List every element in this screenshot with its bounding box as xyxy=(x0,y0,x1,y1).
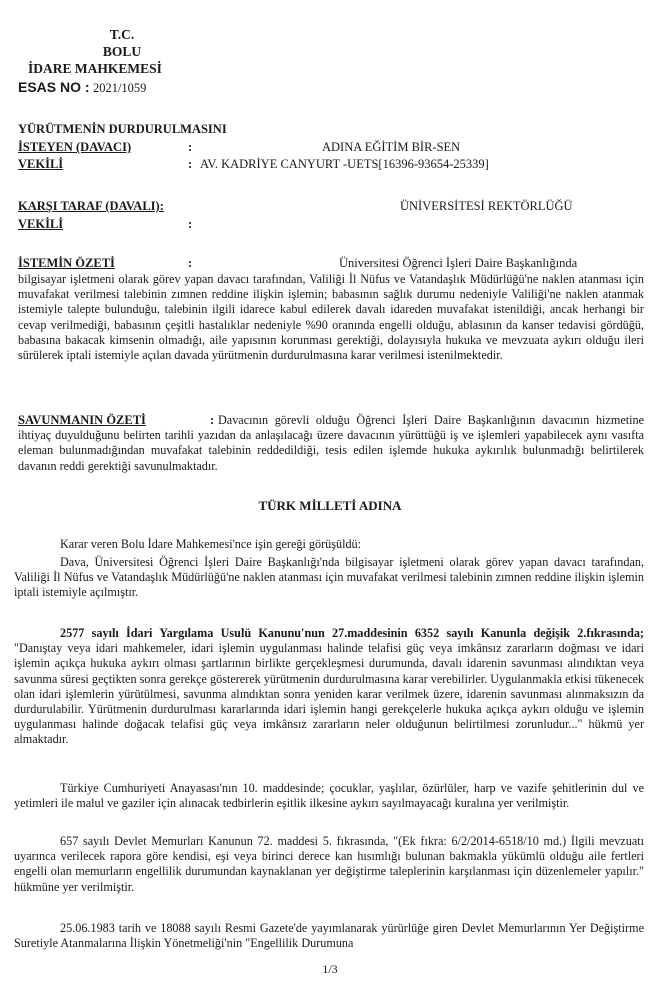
defense-colon: : xyxy=(210,413,215,427)
defense-label: SAVUNMANIN ÖZETİ xyxy=(18,413,146,427)
body-paragraph-6: 25.06.1983 tarih ve 18088 sayılı Resmi Gazete'de yayımlanarak yürürlüğe giren Devlet Memurlarının Yer Değiştirme Suretiyle Atanmalarına İlişkin Yönetmeliği'nin "Engellilik Durumuna xyxy=(14,921,644,951)
requester-colon: : xyxy=(188,140,193,154)
law-reference: 2577 sayılı İdari Yargılama Usulü Kanunu'nun 27.maddesinin 6352 sayılı Kanunla değişik 2.fıkrasında; xyxy=(60,626,644,640)
law-quote: "Danıştay veya idari mahkemeler, idari işlemin uygulanması halinde telafisi güç veya imkânsız zararların doğması ve idari işlemin açıkça hukuka aykırı olması şartlarının birlikte gerçekleşmesi durumunda, davalı idarenin savunması alındıktan veya savunma süresi geçtikten sonra gerekçe göstererek yürütmenin durdurulmasına karar verebilirler. Uygulanmakla etkisi tükenecek olan idari işlemlerin yürütülmesi, savunma alındıktan sonra yeniden karar verilmek üzere, idarenin savunması alınmaksızın da durdurulabilir. Yürütmenin durdurulması kararlarında idari işlemin hangi gerekçelerle hukuka açıkça aykırı olduğu ve işlemin uygulanması halinde doğacak telafisi güç veya imkânsız zararların neler olduğunun belirtilmesi zorunludur..." hükmü yer almaktadır. xyxy=(14,641,644,747)
defense-text: Davacının görevli olduğu Öğrenci İşleri Daire Başkanlığının davacının hizmetine ihtiyaç duyulduğunu belirten tarihli yazıdan da anlaşılacağı üzere davacının yürüttüğü iş ve işlemleri yapabilecek aynı vasıfta eleman bulunmadığından muvafakat talebinin reddedildiği, tesis edilen işlemde hukuka aykırılık bulunmadığı belirtilerek davanın reddi gerektiği savunulmaktadır. xyxy=(18,413,644,473)
attorney-value: AV. KADRİYE CANYURT -UETS[16396-93654-25339] xyxy=(200,157,489,171)
case-number-label: ESAS NO : xyxy=(18,79,90,95)
body-paragraph-3 xyxy=(14,626,644,748)
defendant-value: ÜNİVERSİTESİ REKTÖRLÜĞÜ xyxy=(400,199,573,213)
body-paragraph-1: Karar veren Bolu İdare Mahkemesi'nce işin gereği görüşüldü: xyxy=(60,537,362,551)
header-city: BOLU xyxy=(102,44,142,59)
body-paragraph-5: 657 sayılı Devlet Memurları Kanunun 72. maddesi 5. fıkrasında, "(Ek fıkra: 6/2/2014-6518/10 md.) İlgili mevzuatı uyarınca verilecek rapora göre kendisi, eşi veya birinci derece kan hısımlığı bulunan bakmakla yükümlü olduğu aile fertleri engelli olan memurların engellilik durumundan kaynaklanan yer değiştirme taleplerinin karşılanması için düzenlemeler yapılır." hükmüne yer verilmiştir. xyxy=(14,834,644,894)
attorney-label: VEKİLİ xyxy=(18,157,64,171)
defendant-attorney-label: VEKİLİ xyxy=(18,217,64,231)
attorney-colon: : xyxy=(188,157,193,171)
summary-label: İSTEMİN ÖZETİ xyxy=(18,256,115,270)
decision-title: TÜRK MİLLETİ ADINA xyxy=(258,498,402,513)
header-tc: T.C. xyxy=(109,27,135,42)
defendant-attorney-colon: : xyxy=(188,217,193,231)
defendant-label: KARŞI TARAF (DAVALI): xyxy=(18,199,164,213)
requester-label: İSTEYEN (DAVACI) xyxy=(18,140,132,154)
requester-value: ADINA EĞİTİM BİR-SEN xyxy=(322,140,461,154)
case-number xyxy=(18,79,146,97)
request-title: YÜRÜTMENİN DURDURULMASINI xyxy=(18,122,227,136)
summary-text: bilgisayar işletmeni olarak görev yapan davacı tarafından, Valiliği İl Nüfus ve Vatandaşlık Müdürlüğü'ne naklen atanması için muvafakat verilmesi talebinin zımnen reddine ilişkin işlemin; babasının sağlık durumu nedeniyle Valiliği'ne naklen atanmak istemiyle talepte bulunduğu, talebinin ilgili idarece kabul edilerek davalı idareden muvafakat istenildiği, ancak herhangi bir cevap verilmediği, babasının çeşitli hastalıklar nedeniyle %90 oranında engelli olduğu, ablasının da kanser tedavisi gördüğü, babasına bakacak kimsenin olmadığı, aile yapısının korunması gerektiği, dolayısıyla hukuka ve mevzuata aykırı olduğu ileri sürülerek iptali istemiyle açılan davada yürütmenin durdurulmasına karar verilmesi istenilmektedir. xyxy=(18,272,644,363)
summary-colon: : xyxy=(188,256,193,270)
body-paragraph-4: Türkiye Cumhuriyeti Anayasası'nın 10. maddesinde; çocuklar, yaşlılar, özürlüler, harp ve vazife şehitlerinin dul ve yetimleri ile malul ve gaziler için alınacak tedbirlerin eşitlik ilkesine aykırı sayılmayacağı kuralına yer verilmiştir. xyxy=(14,781,644,811)
page-number: 1/3 xyxy=(322,962,338,976)
case-number-value: 2021/1059 xyxy=(92,81,147,95)
body-paragraph-2: Dava, Üniversitesi Öğrenci İşleri Daire Başkanlığı'nda bilgisayar işletmeni olarak görev yapan davacı tarafından, Valiliği İl Nüfus ve Vatandaşlık Müdürlüğü'ne naklen atanması için muvafakat verilmesi talebinin zımnen reddine ilişkin işlemin iptali istemiyle açılmıştır. xyxy=(14,555,644,600)
header-court: İDARE MAHKEMESİ xyxy=(28,61,162,76)
summary-first-line-tail: Üniversitesi Öğrenci İşleri Daire Başkanlığında xyxy=(339,256,578,270)
